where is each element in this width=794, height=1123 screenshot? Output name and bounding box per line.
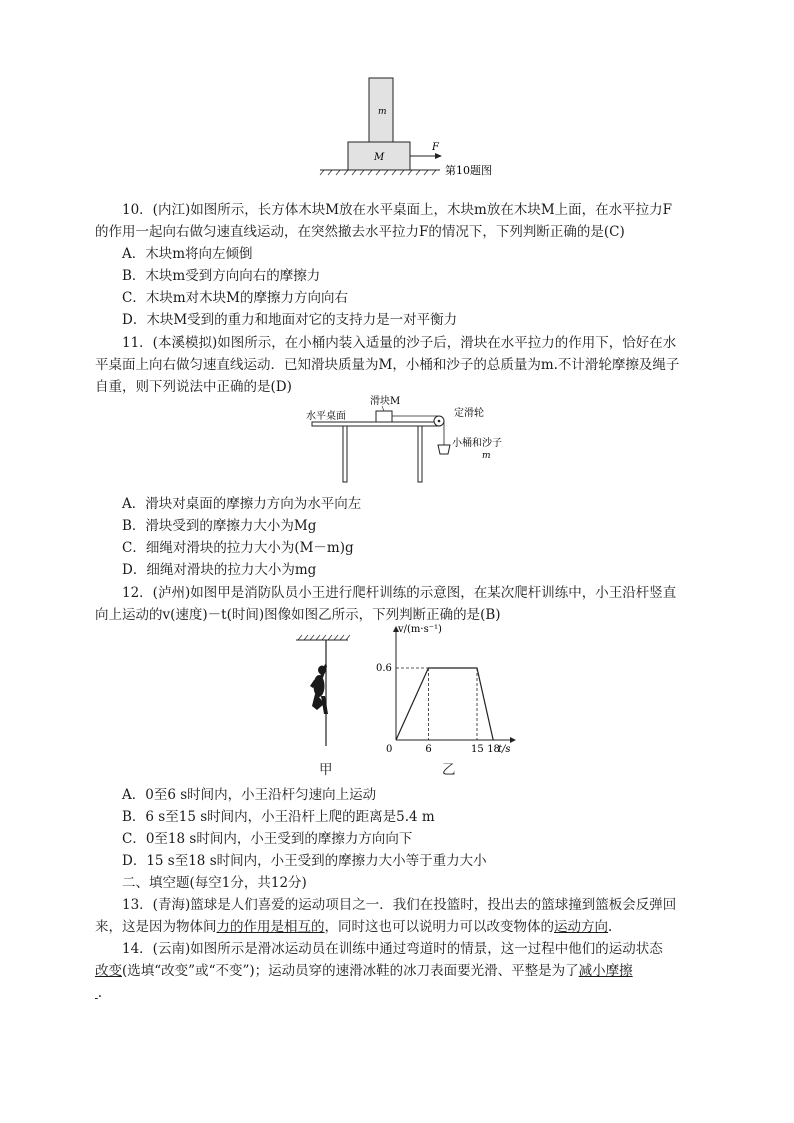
q10-line-2: 的作用一起向右做匀速直线运动，在突然撤去水平拉力F的情况下，下列判断正确的是(C): [95, 224, 625, 240]
q14-answer-2: 减小摩擦: [578, 963, 633, 979]
q14-line-2: [95, 961, 633, 981]
q12-option-c: C．0至18 s时间内，小王受到的摩擦力方向向下: [122, 831, 413, 847]
figure-caption: 第10题图: [445, 164, 492, 177]
q11-line-1: 11．(本溪模拟)如图所示，在小桶内装入适量的沙子后，滑块在水平拉力的作用下，恰好在水: [122, 335, 677, 351]
q10-line-1: 10．(内江)如图所示，长方体木块M放在水平桌面上，木块m放在木块M上面，在水平拉力F: [122, 202, 673, 218]
q10-option-b: B．木块m受到方向向右的摩擦力: [122, 268, 321, 284]
q10-option-d: D．木块M受到的重力和地面对它的支持力是一对平衡力: [122, 312, 458, 328]
x-tick-label: 0: [386, 744, 393, 755]
ceiling-hatch: [298, 635, 350, 640]
x-axis-arrow: [510, 737, 516, 743]
slider-block: [376, 411, 392, 422]
q11-option-c: C．细绳对滑块的拉力大小为(M－m)g: [122, 540, 354, 556]
q11-line-3: 自重，则下列说法中正确的是(D): [95, 379, 292, 395]
x-axis-label: t/s: [498, 744, 511, 755]
q10-option-a: A．木块m将向左倾倒: [122, 246, 253, 262]
chart-guides: [396, 668, 477, 740]
q12-option-d: D．15 s至18 s时间内，小王受到的摩擦力大小等于重力大小: [122, 853, 487, 869]
q13-answer-2: 运动方向: [554, 919, 608, 935]
q14-line-1: 14．(云南)如图所示是滑冰运动员在训练中通过弯道时的情景，这一过程中他们的运动状态: [122, 941, 663, 957]
q10-option-c: C．木块m对木块M的摩擦力方向向右: [122, 290, 348, 306]
q12-option-a: A．0至6 s时间内，小王沿杆匀速向上运动: [122, 787, 377, 803]
chart-axes: [393, 626, 516, 743]
table-leg-left: [343, 426, 347, 482]
figure-12-a: [290, 628, 370, 748]
chart-series: [396, 668, 493, 740]
label-slider: 滑块M: [370, 396, 401, 407]
q12-line-2: 向上运动的v(速度)－t(时间)图像如图乙所示，下列判断正确的是(B): [95, 607, 501, 623]
q12-line-1: 12．(泸州)如图甲是消防队员小王进行爬杆训练的示意图，在某次爬杆训练中，小王沿杆竖直: [122, 585, 677, 601]
label-bucket: 小桶和沙子: [452, 438, 502, 449]
q12-option-b: B．6 s至15 s时间内，小王沿杆上爬的距离是5.4 m: [122, 809, 435, 825]
ground-hatch: [320, 170, 436, 175]
q13-text-a: 来，这是因为物体间: [95, 919, 217, 935]
label-m: m: [378, 107, 387, 117]
figure-10: [300, 70, 540, 185]
label-pulley: 定滑轮: [454, 408, 484, 419]
vt-series-line: [396, 668, 493, 740]
climber-figure: [310, 664, 328, 714]
x-tick-label: 15: [471, 744, 484, 755]
section-2-title: 二、填空题(每空1分，共12分): [122, 875, 307, 891]
q13-line-1: 13．(青海)篮球是人们喜爱的运动项目之一．我们在投篮时，投出去的篮球撞到篮板会反弹回: [122, 897, 677, 913]
q11-line-2: 平桌面上向右做匀速直线运动．已知滑块质量为M，小桶和沙子的总质量为m.不计滑轮摩擦及绳子: [95, 357, 680, 373]
label-F: F: [432, 142, 439, 153]
x-tick-label: 6: [425, 744, 432, 755]
label-M: M: [374, 152, 385, 163]
table-top: [312, 422, 440, 426]
y-axis-label: v/(m·s⁻¹): [398, 624, 442, 635]
q13-text-c: .: [608, 919, 613, 935]
q11-option-d: D．细绳对滑块的拉力大小为mg: [122, 562, 317, 578]
label-bucket-m: m: [482, 451, 491, 461]
q14-line-3: [95, 983, 102, 1003]
figure-label-b: 乙: [442, 762, 456, 778]
figure-label-a: 甲: [319, 762, 333, 778]
q13-answer-1: 力的作用是相互的: [216, 919, 325, 935]
q14-text-b: .: [97, 985, 102, 1001]
q13-text-b: ，同时这也可以说明力可以改变物体的: [324, 919, 554, 935]
q14-text-a: (选填“改变”或“不变”)；运动员穿的速滑冰鞋的冰刀表面要光滑、平整是为了: [122, 963, 579, 979]
figure-11: [300, 392, 530, 490]
y-tick-label: 0.6: [376, 663, 392, 674]
figure-12-b-chart: [368, 620, 518, 760]
q13-line-2: [95, 917, 612, 937]
label-table: 水平桌面: [306, 411, 346, 422]
bucket: [438, 445, 450, 454]
x-tick-label: 18: [487, 744, 500, 755]
q11-option-b: B．滑块受到的摩擦力大小为Mg: [122, 518, 317, 534]
force-arrowhead: [435, 153, 442, 159]
q14-answer-1: 改变: [95, 963, 122, 979]
q11-option-a: A．滑块对桌面的摩擦力方向为水平向左: [122, 496, 362, 512]
table-leg-right: [418, 426, 422, 482]
